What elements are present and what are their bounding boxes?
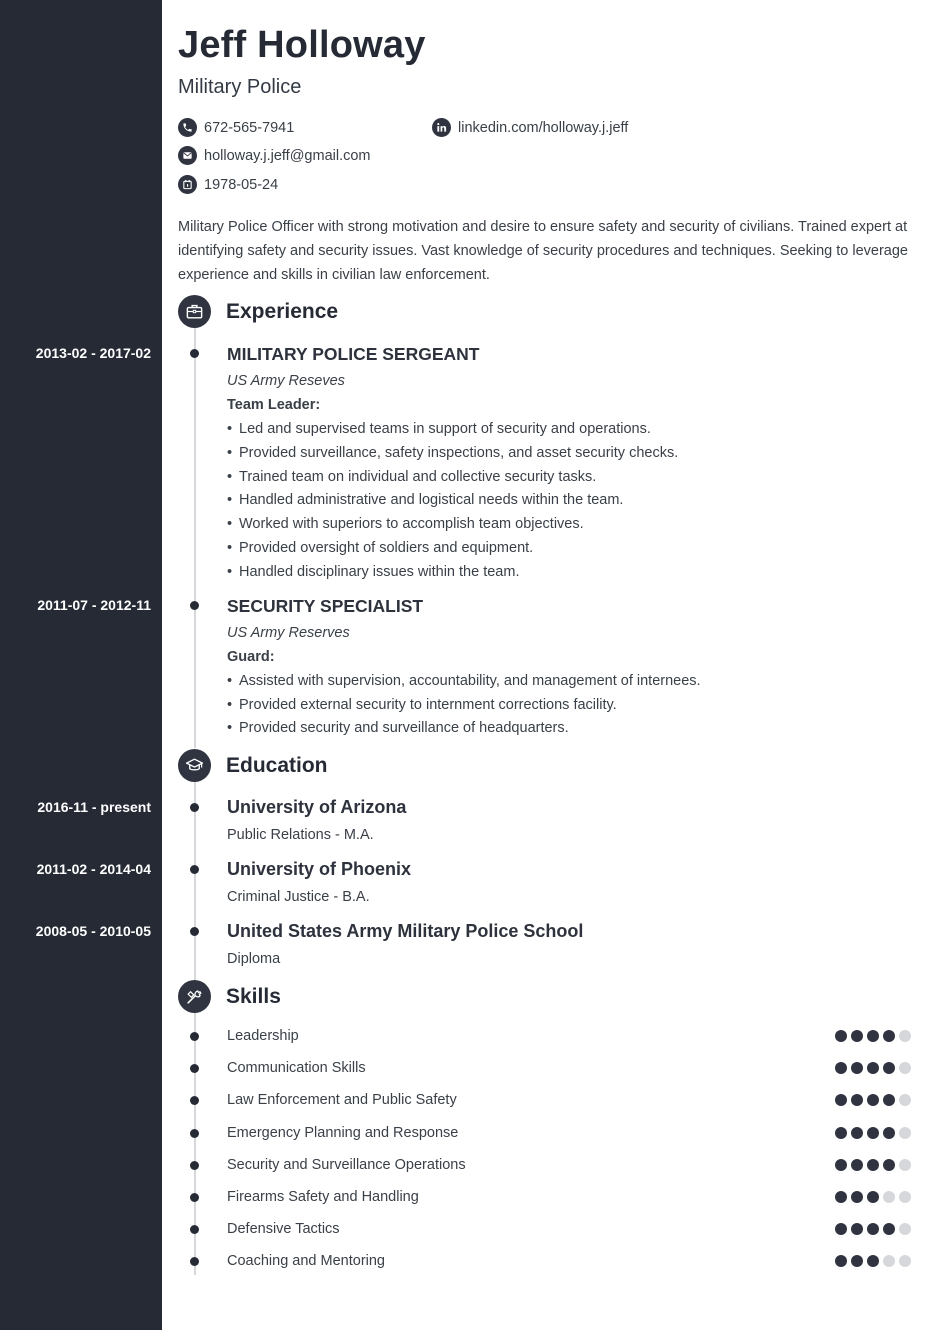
school-name: University of Phoenix: [227, 859, 412, 879]
rating-dot-empty: [899, 1159, 911, 1171]
rating-dot-filled: [851, 1191, 863, 1203]
contact-linkedin[interactable]: [432, 118, 628, 137]
job-company: US Army Reserves: [227, 625, 350, 641]
education-dates: 2016-11 - present: [37, 799, 151, 815]
skill-name: Security and Surveillance Operations: [227, 1157, 466, 1173]
skill-rating: [835, 1030, 911, 1042]
rating-dot-filled: [867, 1159, 879, 1171]
rating-dot-filled: [883, 1062, 895, 1074]
profile-summary: Military Police Officer with strong motivation and desire to ensure safety and security of civilians. Trained expert at identifying safety and security issues. Vast knowledge of security procedures and techniques. Seeking to leverage experience and skills in civilian law enforcement.: [178, 219, 908, 283]
skill-name: Defensive Tactics: [227, 1221, 340, 1237]
job-bullet: • Trained team on individual and collective security tasks.: [227, 469, 596, 485]
job-bullet: • Provided external security to internment corrections facility.: [227, 697, 617, 713]
school-name: United States Army Military Police School: [227, 921, 584, 941]
phone-text: 672-565-7941: [204, 119, 295, 136]
rating-dot-filled: [867, 1062, 879, 1074]
skill-name: Firearms Safety and Handling: [227, 1189, 419, 1205]
rating-dot-filled: [883, 1094, 895, 1106]
timeline-dot: [190, 349, 199, 358]
degree: Diploma: [227, 951, 281, 967]
contact-phone: [178, 118, 294, 137]
timeline-dot: [190, 1225, 199, 1234]
calendar-icon: [178, 175, 197, 194]
rating-dot-filled: [835, 1191, 847, 1203]
rating-dot-filled: [835, 1030, 847, 1042]
skill-rating: [835, 1223, 911, 1235]
rating-dot-filled: [851, 1255, 863, 1267]
rating-dot-filled: [851, 1094, 863, 1106]
rating-dot-empty: [899, 1223, 911, 1235]
rating-dot-filled: [851, 1127, 863, 1139]
rating-dot-empty: [899, 1191, 911, 1203]
timeline-dot: [190, 1161, 199, 1170]
job-bullet: • Handled administrative and logistical needs within the team.: [227, 492, 623, 508]
degree: Public Relations - M.A.: [227, 827, 374, 843]
degree: Criminal Justice - B.A.: [227, 889, 370, 905]
rating-dot-filled: [851, 1223, 863, 1235]
email-text[interactable]: holloway.j.jeff@gmail.com: [204, 147, 371, 164]
rating-dot-filled: [835, 1255, 847, 1267]
rating-dot-filled: [835, 1094, 847, 1106]
job-bullet: • Provided oversight of soldiers and equipment.: [227, 540, 533, 556]
rating-dot-filled: [867, 1191, 879, 1203]
experience-timeline: [194, 326, 196, 748]
skill-rating: [835, 1159, 911, 1171]
rating-dot-filled: [851, 1030, 863, 1042]
rating-dot-filled: [851, 1062, 863, 1074]
job-company: US Army Reseves: [227, 373, 345, 389]
timeline-dot: [190, 1096, 199, 1105]
job-role: Guard:: [227, 649, 275, 665]
rating-dot-empty: [883, 1255, 895, 1267]
rating-dot-filled: [835, 1127, 847, 1139]
rating-dot-empty: [899, 1255, 911, 1267]
timeline-dot: [190, 1193, 199, 1202]
candidate-name: Jeff Holloway: [178, 24, 426, 66]
sidebar: [0, 0, 162, 1330]
briefcase-icon: [178, 295, 211, 328]
skill-name: Coaching and Mentoring: [227, 1253, 385, 1269]
skill-name: Communication Skills: [227, 1060, 366, 1076]
job-dates: 2011-07 - 2012-11: [37, 597, 151, 613]
contact-birthdate: [178, 175, 278, 194]
job-title: SECURITY SPECIALIST: [227, 596, 424, 616]
skill-rating: [835, 1191, 911, 1203]
rating-dot-filled: [883, 1030, 895, 1042]
skill-name: Leadership: [227, 1028, 299, 1044]
birthdate-text: 1978-05-24: [204, 176, 279, 193]
timeline-dot: [190, 927, 199, 936]
rating-dot-filled: [883, 1223, 895, 1235]
rating-dot-filled: [835, 1159, 847, 1171]
job-bullet: • Handled disciplinary issues within the team.: [227, 564, 519, 580]
rating-dot-filled: [867, 1094, 879, 1106]
timeline-dot: [190, 803, 199, 812]
tools-icon: [178, 980, 211, 1013]
rating-dot-empty: [883, 1191, 895, 1203]
job-title: MILITARY POLICE SERGEANT: [227, 344, 480, 364]
rating-dot-filled: [883, 1159, 895, 1171]
skill-rating: [835, 1127, 911, 1139]
job-role: Team Leader:: [227, 397, 321, 413]
job-bullet: • Worked with superiors to accomplish team objectives.: [227, 516, 584, 532]
job-bullet: • Provided surveillance, safety inspections, and asset security checks.: [227, 445, 678, 461]
rating-dot-filled: [867, 1223, 879, 1235]
skills-timeline: [194, 1011, 196, 1275]
job-bullet: • Provided security and surveillance of headquarters.: [227, 720, 569, 736]
skill-rating: [835, 1255, 911, 1267]
rating-dot-empty: [899, 1030, 911, 1042]
timeline-dot: [190, 1129, 199, 1138]
rating-dot-filled: [835, 1223, 847, 1235]
timeline-dot: [190, 1032, 199, 1041]
rating-dot-filled: [867, 1030, 879, 1042]
skill-rating: [835, 1094, 911, 1106]
phone-icon: [178, 118, 197, 137]
job-dates: 2013-02 - 2017-02: [35, 345, 151, 361]
linkedin-text[interactable]: linkedin.com/holloway.j.jeff: [458, 119, 629, 136]
job-bullet: • Led and supervised teams in support of security and operations.: [227, 421, 651, 437]
skill-name: Law Enforcement and Public Safety: [227, 1092, 457, 1108]
graduation-cap-icon: [178, 749, 211, 782]
candidate-role: Military Police: [178, 76, 302, 98]
timeline-dot: [190, 1257, 199, 1266]
linkedin-icon: [432, 118, 451, 137]
contact-email[interactable]: [178, 146, 371, 165]
skill-name: Emergency Planning and Response: [227, 1125, 459, 1141]
timeline-dot: [190, 601, 199, 610]
timeline-dot: [190, 865, 199, 874]
timeline-dot: [190, 1064, 199, 1073]
email-icon: [178, 146, 197, 165]
rating-dot-empty: [899, 1127, 911, 1139]
rating-dot-filled: [867, 1255, 879, 1267]
rating-dot-empty: [899, 1094, 911, 1106]
rating-dot-filled: [851, 1159, 863, 1171]
rating-dot-filled: [883, 1127, 895, 1139]
experience-heading: Experience: [226, 300, 339, 323]
education-heading: Education: [226, 754, 328, 777]
rating-dot-filled: [835, 1062, 847, 1074]
rating-dot-filled: [867, 1127, 879, 1139]
skill-rating: [835, 1062, 911, 1074]
education-dates: 2011-02 - 2014-04: [36, 861, 151, 877]
rating-dot-empty: [899, 1062, 911, 1074]
job-bullet: • Assisted with supervision, accountability, and management of internees.: [227, 673, 701, 689]
skills-heading: Skills: [226, 985, 281, 1008]
education-dates: 2008-05 - 2010-05: [35, 923, 151, 939]
school-name: University of Arizona: [227, 797, 407, 817]
